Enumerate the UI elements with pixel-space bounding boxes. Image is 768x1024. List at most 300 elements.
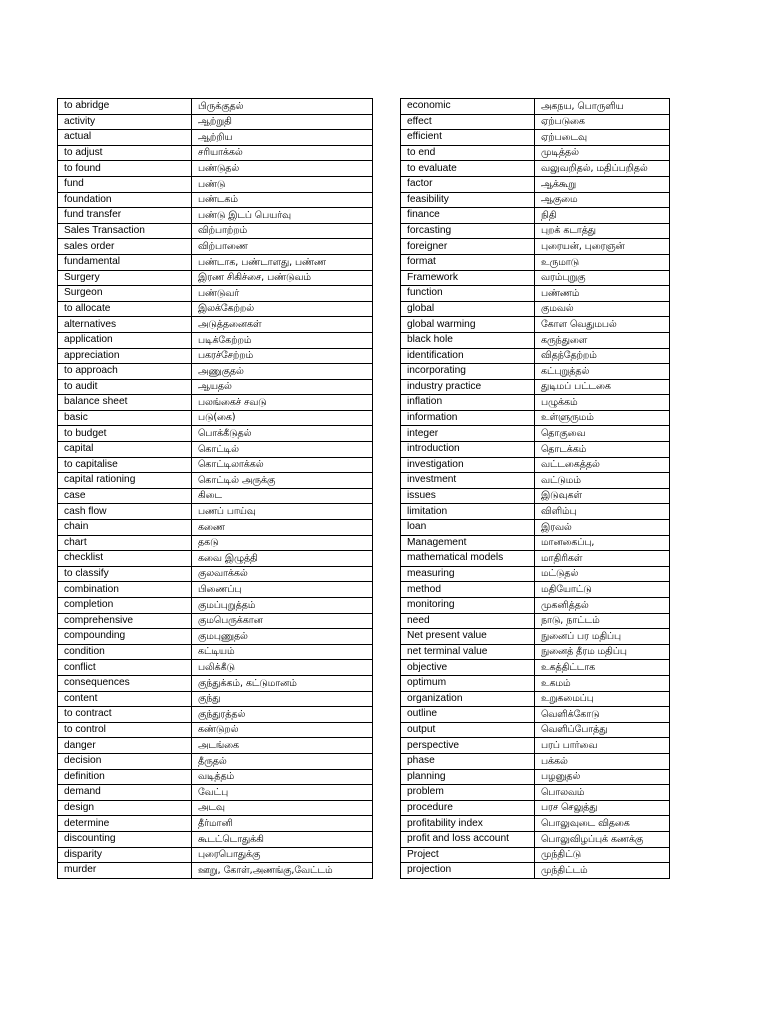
english-term: capital rationing <box>58 473 192 489</box>
glossary-row <box>401 520 670 536</box>
english-term: profitability index <box>401 816 535 832</box>
english-term: optimum <box>401 675 535 691</box>
english-term: introduction <box>401 442 535 458</box>
tamil-term: தொடக்கம் <box>535 442 670 458</box>
glossary-row <box>58 301 373 317</box>
english-term: to audit <box>58 379 192 395</box>
tamil-term: பண்ணம் <box>535 286 670 302</box>
glossary-row <box>58 504 373 520</box>
tamil-term: நிதி <box>535 208 670 224</box>
english-term: method <box>401 582 535 598</box>
english-term: combination <box>58 582 192 598</box>
glossary-row <box>58 254 373 270</box>
tamil-term: தீர்மானி <box>192 816 373 832</box>
tamil-term: அடவு <box>192 800 373 816</box>
english-term: condition <box>58 644 192 660</box>
glossary-row <box>58 738 373 754</box>
english-term: to classify <box>58 566 192 582</box>
tamil-term: கருந்துளை <box>535 332 670 348</box>
glossary-row <box>58 722 373 738</box>
glossary-row <box>401 488 670 504</box>
tamil-term: கண்டுறல் <box>192 722 373 738</box>
glossary-row <box>58 598 373 614</box>
tamil-term: சரியாக்கல் <box>192 145 373 161</box>
tamil-term: ஆகுமை <box>535 192 670 208</box>
tamil-term: பண்டுதல் <box>192 161 373 177</box>
glossary-row <box>401 301 670 317</box>
glossary-row <box>58 613 373 629</box>
glossary-row <box>401 660 670 676</box>
english-term: to budget <box>58 426 192 442</box>
glossary-row <box>58 208 373 224</box>
tamil-term: மட்டுதல் <box>535 566 670 582</box>
english-term: foundation <box>58 192 192 208</box>
glossary-row <box>401 364 670 380</box>
english-term: chart <box>58 535 192 551</box>
glossary-row <box>58 566 373 582</box>
english-term: limitation <box>401 504 535 520</box>
english-term: efficient <box>401 130 535 146</box>
tamil-term: விதந்தேற்றம் <box>535 348 670 364</box>
english-term: Net present value <box>401 629 535 645</box>
tamil-term: மதியோட்டு <box>535 582 670 598</box>
tamil-term: குந்துரத்தல் <box>192 707 373 723</box>
tamil-term: வெளிப்போத்து <box>535 722 670 738</box>
english-term: loan <box>401 520 535 536</box>
english-term: basic <box>58 410 192 426</box>
tamil-term: பழனுதல் <box>535 769 670 785</box>
english-term: fundamental <box>58 254 192 270</box>
tamil-term: பிணைப்பு <box>192 582 373 598</box>
english-term: checklist <box>58 551 192 567</box>
glossary-row <box>401 504 670 520</box>
english-term: investigation <box>401 457 535 473</box>
glossary-row <box>401 753 670 769</box>
tamil-term: ஆற்றுதி <box>192 114 373 130</box>
english-term: problem <box>401 785 535 801</box>
tamil-term: குமபுணுதல் <box>192 629 373 645</box>
english-term: danger <box>58 738 192 754</box>
glossary-row <box>58 707 373 723</box>
english-term: Project <box>401 847 535 863</box>
english-term: content <box>58 691 192 707</box>
tamil-term: பொலுவுடை விதகை <box>535 816 670 832</box>
english-term: to contract <box>58 707 192 723</box>
english-term: phase <box>401 753 535 769</box>
glossary-row <box>401 535 670 551</box>
english-term: actual <box>58 130 192 146</box>
tamil-term: ஆற்றிய <box>192 130 373 146</box>
glossary-row <box>401 223 670 239</box>
english-term: completion <box>58 598 192 614</box>
tamil-term: பலிக்கீடு <box>192 660 373 676</box>
tamil-term: துடிமப் பட்டகை <box>535 379 670 395</box>
tamil-term: அணுகுதல் <box>192 364 373 380</box>
tamil-term: கூடட்டொதுக்கி <box>192 831 373 847</box>
english-term: to end <box>401 145 535 161</box>
english-term: economic <box>401 99 535 115</box>
english-term: to approach <box>58 364 192 380</box>
glossary-row <box>58 660 373 676</box>
tamil-term: நுனைப் பர மதிப்பு <box>535 629 670 645</box>
glossary-row <box>401 99 670 115</box>
english-term: murder <box>58 863 192 879</box>
tamil-term: கணை <box>192 520 373 536</box>
english-term: net terminal value <box>401 644 535 660</box>
english-term: appreciation <box>58 348 192 364</box>
tamil-term: இரவல் <box>535 520 670 536</box>
english-term: profit and loss account <box>401 831 535 847</box>
english-term: to capitalise <box>58 457 192 473</box>
glossary-row <box>401 769 670 785</box>
tamil-term: மாதிரிகள் <box>535 551 670 567</box>
glossary-row <box>58 847 373 863</box>
english-term: issues <box>401 488 535 504</box>
english-term: Surgery <box>58 270 192 286</box>
english-term: discounting <box>58 831 192 847</box>
glossary-row <box>401 629 670 645</box>
english-term: Sales Transaction <box>58 223 192 239</box>
tamil-term: பொக்கீடுதல் <box>192 426 373 442</box>
glossary-row <box>58 364 373 380</box>
english-term: output <box>401 722 535 738</box>
glossary-row <box>401 613 670 629</box>
glossary-row <box>401 566 670 582</box>
tamil-term: பழுக்கம் <box>535 395 670 411</box>
glossary-table-left <box>57 98 373 879</box>
glossary-row <box>401 863 670 879</box>
glossary-row <box>401 847 670 863</box>
glossary-row <box>401 785 670 801</box>
english-term: effect <box>401 114 535 130</box>
glossary-row <box>58 317 373 333</box>
glossary-row <box>58 270 373 286</box>
tamil-term: பணப் பாய்வு <box>192 504 373 520</box>
english-term: Framework <box>401 270 535 286</box>
tamil-term: குந்து <box>192 691 373 707</box>
tamil-term: உருமாடு <box>535 254 670 270</box>
english-term: need <box>401 613 535 629</box>
tamil-term: குமப்புறுத்தம் <box>192 598 373 614</box>
tamil-term: உகத்திட்டாக <box>535 660 670 676</box>
glossary-row <box>58 520 373 536</box>
tamil-term: விற்பாற்றம் <box>192 223 373 239</box>
tamil-term: தொகுவை <box>535 426 670 442</box>
tamil-term: படிக்கேற்றம் <box>192 332 373 348</box>
tamil-term: வடித்தம் <box>192 769 373 785</box>
glossary-row <box>58 442 373 458</box>
glossary-row <box>58 114 373 130</box>
english-term: fund <box>58 176 192 192</box>
glossary-row <box>58 426 373 442</box>
tamil-term: புரைபொதுக்கு <box>192 847 373 863</box>
tamil-term: பண்டு <box>192 176 373 192</box>
glossary-row <box>401 254 670 270</box>
glossary-row <box>401 457 670 473</box>
glossary-row <box>401 442 670 458</box>
english-term: balance sheet <box>58 395 192 411</box>
english-term: definition <box>58 769 192 785</box>
glossary-row <box>58 535 373 551</box>
english-term: monitoring <box>401 598 535 614</box>
glossary-row <box>401 644 670 660</box>
glossary-row <box>58 785 373 801</box>
glossary-row <box>58 488 373 504</box>
english-term: demand <box>58 785 192 801</box>
tamil-term: பலங்கைச் சவடு <box>192 395 373 411</box>
glossary-row <box>58 831 373 847</box>
tamil-term: கொட்டில் <box>192 442 373 458</box>
tamil-term: அடங்கை <box>192 738 373 754</box>
tamil-term: முகனித்தல் <box>535 598 670 614</box>
english-term: foreigner <box>401 239 535 255</box>
english-term: consequences <box>58 675 192 691</box>
english-term: objective <box>401 660 535 676</box>
english-term: to found <box>58 161 192 177</box>
tamil-term: நாடு, நாட்டம் <box>535 613 670 629</box>
english-term: to allocate <box>58 301 192 317</box>
tamil-term: கொட்டிலாக்கல் <box>192 457 373 473</box>
glossary-row <box>58 816 373 832</box>
glossary-row <box>58 753 373 769</box>
english-term: decision <box>58 753 192 769</box>
english-term: chain <box>58 520 192 536</box>
glossary-row <box>401 192 670 208</box>
english-term: investment <box>401 473 535 489</box>
tamil-term: வரம்புறுகு <box>535 270 670 286</box>
tamil-term: அடுத்தனைகள் <box>192 317 373 333</box>
glossary-row <box>401 395 670 411</box>
english-term: integer <box>401 426 535 442</box>
english-term: perspective <box>401 738 535 754</box>
glossary-row <box>401 675 670 691</box>
tamil-term: பொலவம் <box>535 785 670 801</box>
english-term: cash flow <box>58 504 192 520</box>
glossary-row <box>58 239 373 255</box>
english-term: organization <box>401 691 535 707</box>
tamil-term: ஆயதல் <box>192 379 373 395</box>
tamil-term: குந்துக்கம், கட்டுமானம் <box>192 675 373 691</box>
glossary-row <box>58 863 373 879</box>
tamil-term: பொலுவிழப்புக் கணக்கு <box>535 831 670 847</box>
glossary-row <box>58 800 373 816</box>
tamil-term: ஏற்படைவு <box>535 130 670 146</box>
glossary-row <box>401 473 670 489</box>
glossary-row <box>58 473 373 489</box>
english-term: conflict <box>58 660 192 676</box>
english-term: global <box>401 301 535 317</box>
english-term: alternatives <box>58 317 192 333</box>
glossary-row <box>401 722 670 738</box>
tamil-term: மானகைப்பு, <box>535 535 670 551</box>
english-term: sales order <box>58 239 192 255</box>
tamil-term: பிருக்குதல் <box>192 99 373 115</box>
glossary-row <box>58 223 373 239</box>
tamil-term: முடித்தல் <box>535 145 670 161</box>
tamil-term: வட்டகைத்தல் <box>535 457 670 473</box>
glossary-row <box>401 800 670 816</box>
glossary-row <box>401 551 670 567</box>
glossary-row <box>401 270 670 286</box>
glossary-row <box>58 457 373 473</box>
english-term: inflation <box>401 395 535 411</box>
glossary-row <box>401 348 670 364</box>
english-term: activity <box>58 114 192 130</box>
glossary-row <box>401 332 670 348</box>
glossary-row <box>401 317 670 333</box>
tamil-term: ஏற்படுகை <box>535 114 670 130</box>
glossary-row <box>401 816 670 832</box>
tamil-term: வலுவறிதல், மதிப்பறிதல் <box>535 161 670 177</box>
glossary-row <box>401 176 670 192</box>
tamil-term: இடுவுகள் <box>535 488 670 504</box>
english-term: determine <box>58 816 192 832</box>
glossary-row <box>401 582 670 598</box>
english-term: to abridge <box>58 99 192 115</box>
english-term: case <box>58 488 192 504</box>
tamil-term: பக்கல் <box>535 753 670 769</box>
tamil-term: கிடை <box>192 488 373 504</box>
english-term: to control <box>58 722 192 738</box>
english-term: application <box>58 332 192 348</box>
glossary-row <box>58 675 373 691</box>
english-term: mathematical models <box>401 551 535 567</box>
tamil-term: உறுகமைப்பு <box>535 691 670 707</box>
tamil-term: தீருதல் <box>192 753 373 769</box>
english-term: to adjust <box>58 145 192 161</box>
tamil-term: குமவல் <box>535 301 670 317</box>
tamil-term: உகமம் <box>535 675 670 691</box>
glossary-row <box>401 691 670 707</box>
english-term: function <box>401 286 535 302</box>
tamil-term: கொட்டில் அருக்கு <box>192 473 373 489</box>
english-term: information <box>401 410 535 426</box>
glossary-row <box>58 691 373 707</box>
tamil-term: பகரச்சேற்றம் <box>192 348 373 364</box>
tamil-term: கட்புறுத்தல் <box>535 364 670 380</box>
glossary-row <box>58 176 373 192</box>
glossary-row <box>401 598 670 614</box>
tamil-term: வேட்பு <box>192 785 373 801</box>
glossary-row <box>401 208 670 224</box>
tamil-term: இரண சிகிச்சை, பண்டுவம் <box>192 270 373 286</box>
english-term: planning <box>401 769 535 785</box>
glossary-row <box>58 410 373 426</box>
tamil-term: விற்பாணை <box>192 239 373 255</box>
tamil-term: படு(கை) <box>192 410 373 426</box>
glossary-rows-left <box>58 99 373 879</box>
glossary-row <box>401 161 670 177</box>
glossary-row <box>401 379 670 395</box>
tamil-term: பரச செலுத்து <box>535 800 670 816</box>
glossary-row <box>401 410 670 426</box>
glossary-row <box>401 707 670 723</box>
glossary-row <box>401 286 670 302</box>
glossary-row <box>401 831 670 847</box>
tamil-term: தகடு <box>192 535 373 551</box>
glossary-row <box>58 145 373 161</box>
glossary-row <box>58 192 373 208</box>
english-term: procedure <box>401 800 535 816</box>
tamil-term: பண்டு இடப் பெயர்வு <box>192 208 373 224</box>
english-term: format <box>401 254 535 270</box>
glossary-row <box>401 114 670 130</box>
english-term: incorporating <box>401 364 535 380</box>
tamil-term: கட்டியம் <box>192 644 373 660</box>
glossary-row <box>58 551 373 567</box>
english-term: Surgeon <box>58 286 192 302</box>
tamil-term: விளிம்பு <box>535 504 670 520</box>
glossary-row <box>401 130 670 146</box>
english-term: Management <box>401 535 535 551</box>
tamil-term: பரப் பார்வை <box>535 738 670 754</box>
english-term: global warming <box>401 317 535 333</box>
tamil-term: முந்திட்டம் <box>535 863 670 879</box>
english-term: projection <box>401 863 535 879</box>
english-term: forcasting <box>401 223 535 239</box>
english-term: capital <box>58 442 192 458</box>
glossary-table-right <box>400 98 670 879</box>
glossary-row <box>58 332 373 348</box>
tamil-term: ஊறு, கோள்,அணங்கு,வேட்டம் <box>192 863 373 879</box>
glossary-row <box>58 161 373 177</box>
glossary-row <box>58 348 373 364</box>
glossary-row <box>58 130 373 146</box>
glossary-row <box>401 145 670 161</box>
tamil-term: வட்டுமம் <box>535 473 670 489</box>
glossary-row <box>58 286 373 302</box>
glossary-row <box>58 769 373 785</box>
glossary-row <box>58 99 373 115</box>
glossary-row <box>58 629 373 645</box>
english-term: measuring <box>401 566 535 582</box>
glossary-row <box>58 379 373 395</box>
glossary-rows-right <box>401 99 670 879</box>
english-term: to evaluate <box>401 161 535 177</box>
tamil-term: புறக் கடாத்து <box>535 223 670 239</box>
glossary-row <box>401 239 670 255</box>
glossary-row <box>58 644 373 660</box>
english-term: industry practice <box>401 379 535 395</box>
tamil-term: கவை இழுத்தி <box>192 551 373 567</box>
tamil-term: இலக்கேற்றல் <box>192 301 373 317</box>
english-term: factor <box>401 176 535 192</box>
tamil-term: ஆக்கூறு <box>535 176 670 192</box>
tamil-term: புரையன், புரைஞன் <box>535 239 670 255</box>
tamil-term: குமபெருக்கான <box>192 613 373 629</box>
tamil-term: கோள வெதுமபல் <box>535 317 670 333</box>
glossary-row <box>58 582 373 598</box>
tamil-term: குலவாக்கல் <box>192 566 373 582</box>
tamil-term: உள்ளுருமம் <box>535 410 670 426</box>
tamil-term: நுனைத் தீரம மதிப்பு <box>535 644 670 660</box>
tamil-term: அகநய, பொருளிய <box>535 99 670 115</box>
tamil-term: பண்டகம் <box>192 192 373 208</box>
tamil-term: பண்டுவர் <box>192 286 373 302</box>
tamil-term: முந்திட்டு <box>535 847 670 863</box>
tamil-term: வெளிக்கோடு <box>535 707 670 723</box>
english-term: black hole <box>401 332 535 348</box>
glossary-row <box>401 426 670 442</box>
glossary-row <box>401 738 670 754</box>
english-term: outline <box>401 707 535 723</box>
english-term: identification <box>401 348 535 364</box>
english-term: design <box>58 800 192 816</box>
tamil-term: பண்டாக, பண்டாளது, பண்ண <box>192 254 373 270</box>
english-term: fund transfer <box>58 208 192 224</box>
english-term: compounding <box>58 629 192 645</box>
english-term: disparity <box>58 847 192 863</box>
